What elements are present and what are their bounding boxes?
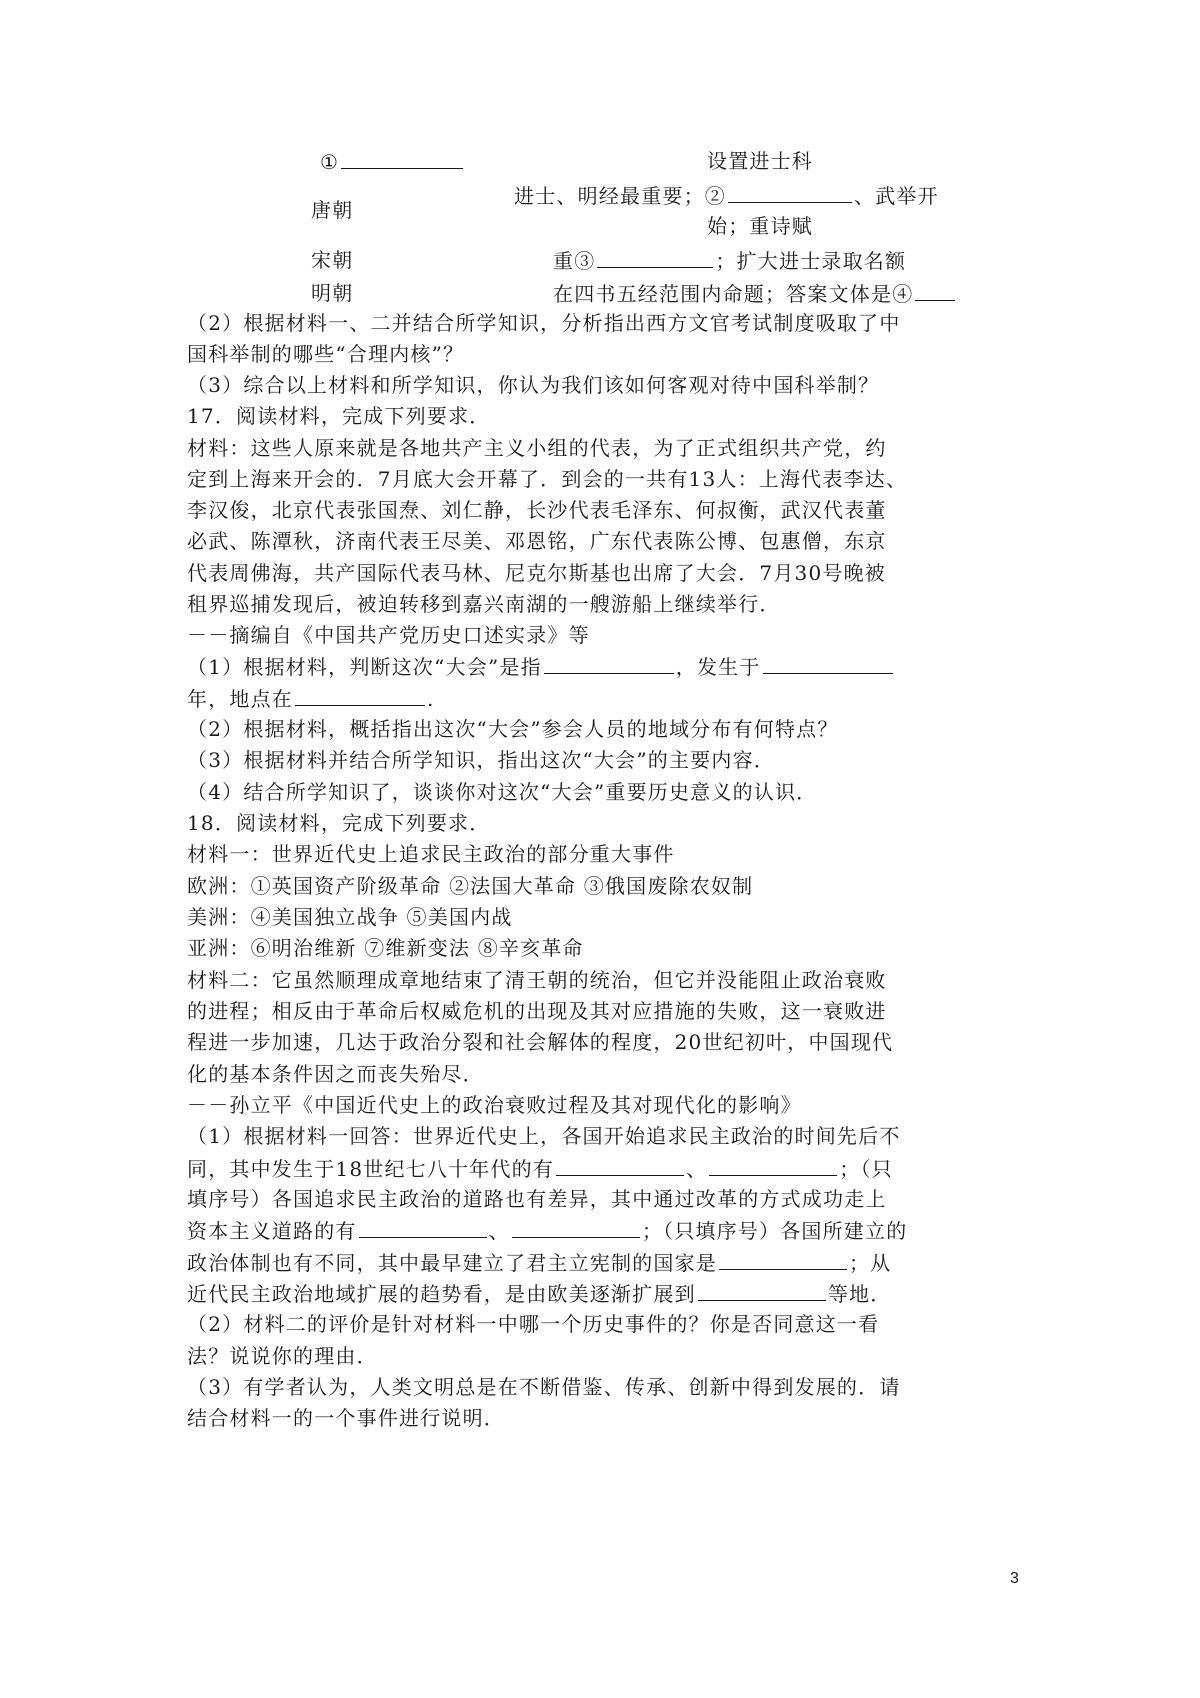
table-row2-col2-part2: 、武举开 [854,184,939,208]
q18-part1-line4-a: 资本主义道路的有 [187,1219,357,1243]
q17-part2: （2）根据材料，概括指出这次“大会”参会人员的地域分布有何特点？ [187,717,839,741]
answer-blank-reform-1[interactable] [359,1215,487,1238]
q17-source: －－摘编自《中国共产党历史口述实录》等 [187,623,590,647]
q17-part1-text-d: . [427,687,435,711]
q18-part1-line2 [187,1153,893,1184]
q17-part1-text-a: （1）根据材料，判断这次“大会”是指 [187,655,542,679]
q18-part1-line5 [187,1247,891,1278]
q18-part1-line4 [187,1215,907,1246]
q18-part1-line6 [187,1278,891,1309]
q18-part3-line2: 结合材料一的一个事件进行说明． [187,1406,505,1430]
page-number: 3 [1010,1570,1019,1587]
table-row4-col1: 明朝 [311,281,354,305]
q18-part2-line2: 法？说说你的理由． [187,1344,378,1368]
q18-part1-line4-b: 、 [488,1219,510,1243]
table-row1-col2: 设置进士科 [707,149,813,173]
q17-part1-line1 [187,651,895,682]
answer-blank-18c-1[interactable] [556,1153,684,1176]
q18-material1-title: 材料一：世界近代史上追求民主政治的部分重大事件 [187,842,675,866]
q18-material2-line-4: 化的基本条件因之而丧失殆尽． [187,1062,484,1086]
answer-blank-1[interactable] [341,146,463,169]
q17-part1-text-c: 年，地点在 [187,687,293,711]
answer-blank-congress[interactable] [544,651,674,674]
answer-blank-year[interactable] [763,651,893,674]
q17-part1-line2 [187,683,435,714]
table-row3-col1: 宋朝 [311,248,354,272]
q18-material2-source: －－孙立平《中国近代史上的政治衰败过程及其对现代化的影响》 [187,1093,802,1117]
q17-part4: （4）结合所学知识了，谈谈你对这次“大会”重要历史意义的认识． [187,780,818,804]
q18-part1-line5-b: ；从 [849,1251,892,1275]
q17-material-line-4: 必武、陈潭秋，济南代表王尽美、邓恩铭，广东代表陈公博、包惠僧，东京 [187,529,887,553]
answer-blank-18c-2[interactable] [709,1153,837,1176]
q17-material-line-1: 材料：这些人原来就是各地共产主义小组的代表，为了正式组织共产党，约 [187,436,887,460]
q17-part3: （3）根据材料并结合所学知识，指出这次“大会”的主要内容． [187,748,775,772]
q18-part1-line6-a: 近代民主政治地域扩展的趋势看，是由欧美逐渐扩展到 [187,1282,696,1306]
table-row3-col2-part1: 重③ [553,249,596,273]
q18-part1-line6-b: 等地． [827,1282,892,1306]
q18-title: 18．阅读材料，完成下列要求． [187,811,491,835]
answer-blank-location[interactable] [295,683,425,706]
q18-part1-line2-a: 同，其中发生于18世纪七八十年代的有 [187,1157,555,1181]
answer-blank-4[interactable] [915,278,955,301]
q18-part2-line1: （2）材料二的评价是针对材料一中哪一个历史事件的？你是否同意这一看 [187,1312,880,1336]
q18-part1-line3: 填序号）各国追求民主政治的道路也有差异，其中通过改革的方式成功走上 [187,1187,887,1211]
q18-part1-line2-c: ；（只 [839,1157,893,1181]
q18-america: 美洲：④美国独立战争 ⑤美国内战 [187,905,513,929]
q18-part1-line1: （1）根据材料一回答：世界近代史上，各国开始追求民主政治的时间先后不 [187,1124,901,1148]
table-row4-col2-text: 在四书五经范围内命题；答案文体是④ [553,282,914,306]
q18-part1-line4-c: ；（只填序号）各国所建立的 [641,1219,908,1243]
table-row2-col2-cont: 始；重诗赋 [707,214,813,238]
table-row1-col1-prefix: ① [320,150,340,174]
q16-part2-line2: 国科举制的哪些“合理内核”？ [187,342,465,366]
q17-material-line-2: 定到上海来开会的．7月底大会开幕了．到会的一共有13人：上海代表李达、 [187,467,908,491]
q16-part2-line1: （2）根据材料一、二并结合所学知识，分析指出西方文官考试制度吸取了中 [187,311,901,335]
table-row2-col1: 唐朝 [311,198,354,222]
q17-material-line-6: 租界巡捕发现后，被迫转移到嘉兴南湖的一艘游船上继续举行． [187,592,781,616]
q18-part1-line2-b: 、 [686,1157,708,1181]
table-row4-col2 [553,278,957,309]
q18-material2-line-1: 材料二：它虽然顺理成章地结束了清王朝的统治，但它并没能阻止政治衰败 [187,968,887,992]
q18-part3-line1: （3）有学者认为，人类文明总是在不断借鉴、传承、创新中得到发展的．请 [187,1375,901,1399]
q18-europe: 欧洲：①英国资产阶级革命 ②法国大革命 ③俄国废除农奴制 [187,874,754,898]
answer-blank-2[interactable] [728,180,852,203]
q18-material2-line-3: 程进一步加速，几达于政治分裂和社会解体的程度，20世纪初叶，中国现代 [187,1030,894,1054]
table-row3-col2-part2: ；扩大进士录取名额 [715,249,907,273]
q16-part3: （3）综合以上材料和所学知识，你认为我们该如何客观对待中国科举制？ [187,373,880,397]
answer-blank-reform-2[interactable] [512,1215,640,1238]
q17-material-line-3: 李汉俊，北京代表张国焘、刘仁静，长沙代表毛泽东、何叔衡，武汉代表董 [187,498,887,522]
table-row3-col2 [553,245,906,276]
table-row1-col1 [320,146,465,177]
answer-blank-3[interactable] [597,245,713,268]
q17-material-line-5: 代表周佛海，共产国际代表马林、尼克尔斯基也出席了大会．7月30号晚被 [187,561,886,585]
q17-title: 17．阅读材料，完成下列要求． [187,404,491,428]
q18-asia: 亚洲：⑥明治维新 ⑦维新变法 ⑧辛亥革命 [187,936,584,960]
answer-blank-region[interactable] [698,1278,826,1301]
q18-part1-line5-a: 政治体制也有不同，其中最早建立了君主立宪制的国家是 [187,1251,717,1275]
q17-part1-text-b: ，发生于 [675,655,761,679]
table-row2-col2-part1: 进士、明经最重要；② [514,184,726,208]
q18-material2-line-2: 的进程；相反由于革命后权威危机的出现及其对应措施的失败，这一衰败进 [187,999,887,1023]
answer-blank-monarchy[interactable] [719,1247,847,1270]
table-row2-col2 [514,180,939,211]
